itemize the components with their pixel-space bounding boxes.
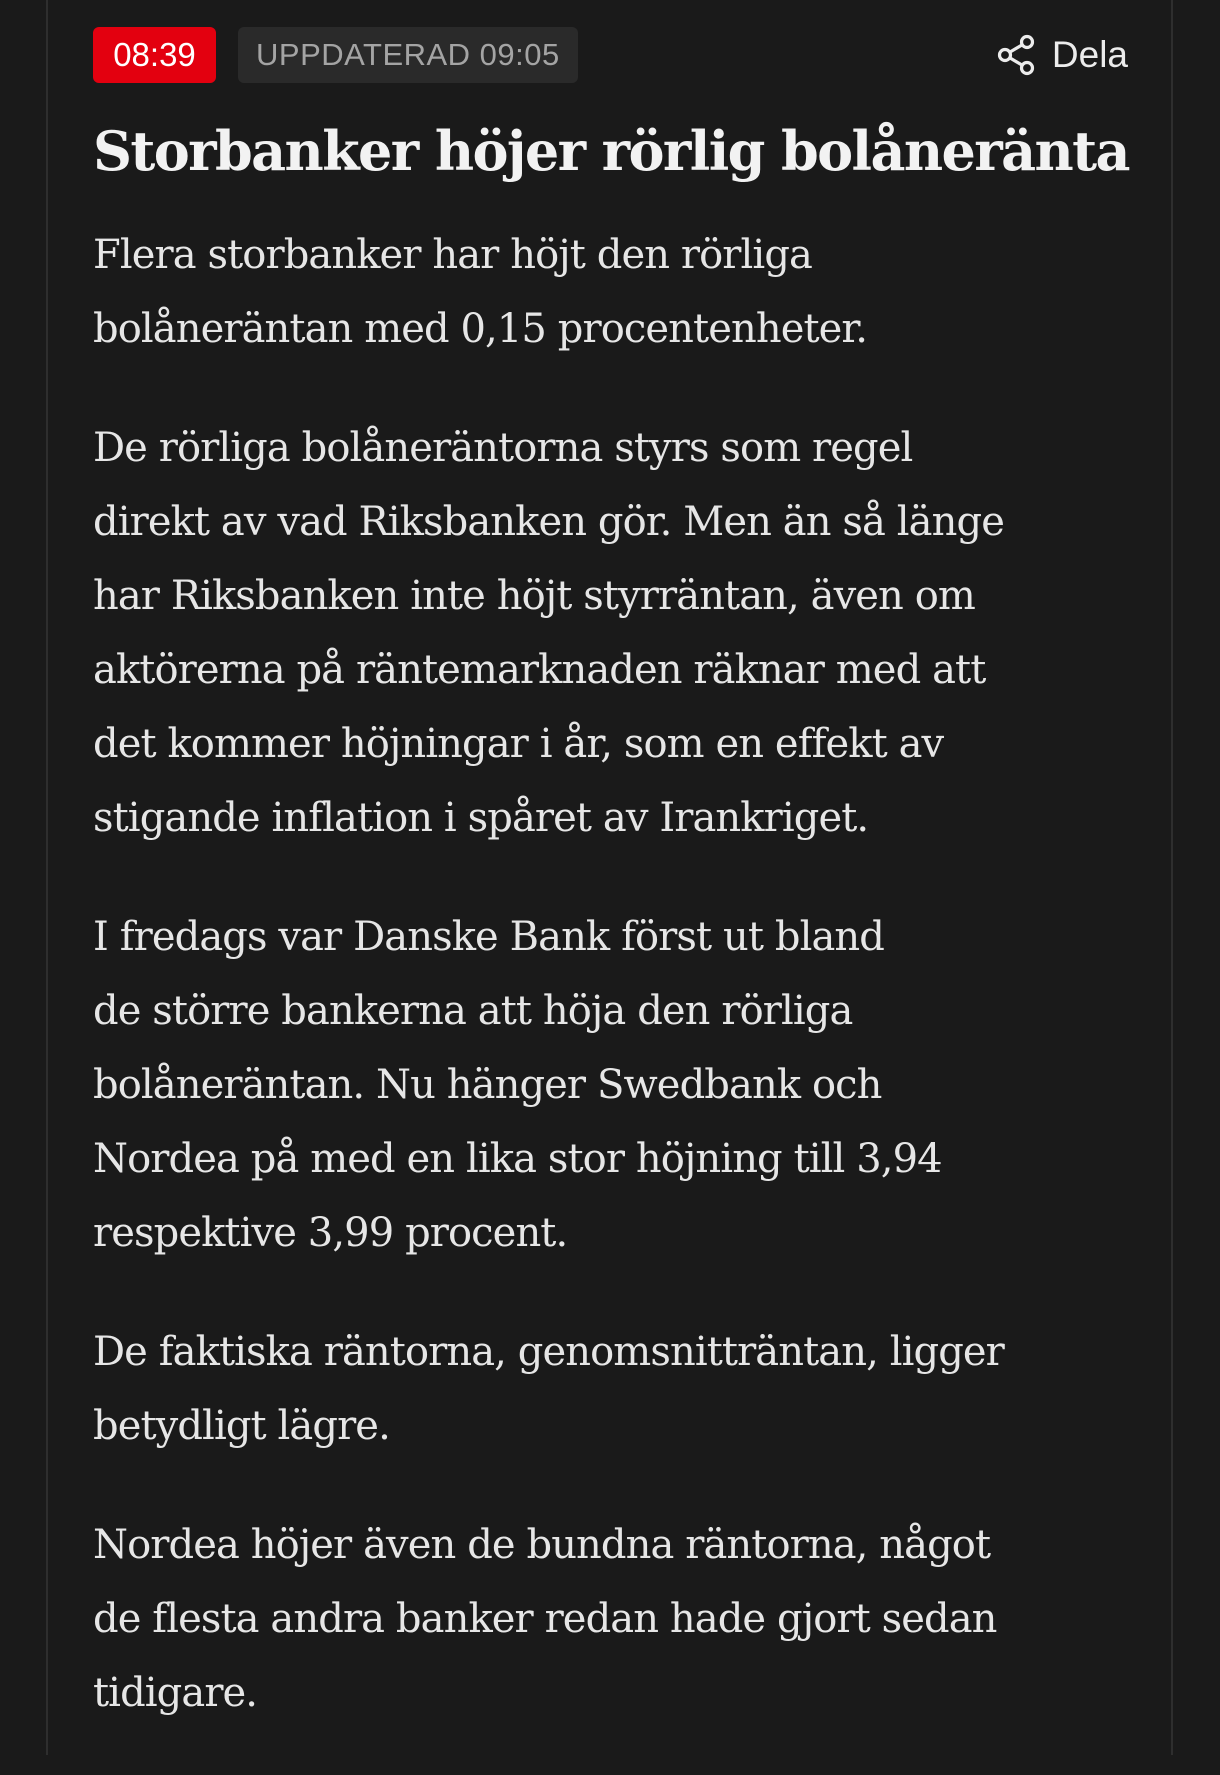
paragraph-line: stigande inflation i spåret av Irankriget. [93, 795, 869, 841]
paragraph-line: de större bankerna att höja den rörliga [93, 988, 853, 1034]
paragraph-line: I fredags var Danske Bank först ut bland [93, 914, 884, 960]
share-label: Dela [1051, 34, 1128, 75]
paragraph-line: Nordea på med en lika stor höjning till 3,94 [93, 1136, 942, 1182]
paragraph-line: Flera storbanker har höjt den rörliga [93, 232, 812, 278]
share-button[interactable] [994, 27, 1128, 83]
article-body [93, 218, 1133, 1775]
article-meta [93, 27, 1128, 83]
paragraph-line: de flesta andra banker redan hade gjort sedan [93, 1596, 997, 1642]
article-paragraph [93, 411, 1133, 855]
paragraph-line: bolåneräntan. Nu hänger Swedbank och [93, 1062, 882, 1108]
right-border [1171, 0, 1173, 1755]
share-icon [994, 33, 1038, 77]
updated-time-badge: UPPDATERAD 09:05 [238, 27, 578, 83]
paragraph-line: De rörliga bolåneräntorna styrs som regel [93, 425, 913, 471]
paragraph-line: De faktiska räntorna, genomsnitträntan, ligger [93, 1329, 1004, 1375]
paragraph-line: respektive 3,99 procent. [93, 1210, 568, 1256]
paragraph-line: tidigare. [93, 1670, 258, 1716]
paragraph-line: direkt av vad Riksbanken gör. Men än så länge [93, 499, 1004, 545]
paragraph-line: betydligt lägre. [93, 1403, 390, 1449]
paragraph-line: bolåneräntan med 0,15 procentenheter. [93, 306, 868, 352]
news-article [93, 0, 1133, 1755]
paragraph-line: aktörerna på räntemarknaden räknar med att [93, 647, 986, 693]
paragraph-line: det kommer höjningar i år, som en effekt av [93, 721, 944, 767]
article-paragraph [93, 1315, 1133, 1463]
left-border [46, 0, 48, 1755]
paragraph-line: Nordea höjer även de bundna räntorna, något [93, 1522, 991, 1568]
article-headline: Storbanker höjer rörlig bolåneränta [93, 119, 1129, 183]
article-paragraph [93, 1508, 1133, 1730]
paragraph-line: har Riksbanken inte höjt styrräntan, även om [93, 573, 975, 619]
published-time-badge: 08:39 [93, 27, 216, 83]
article-paragraph [93, 900, 1133, 1270]
article-paragraph [93, 218, 1133, 366]
